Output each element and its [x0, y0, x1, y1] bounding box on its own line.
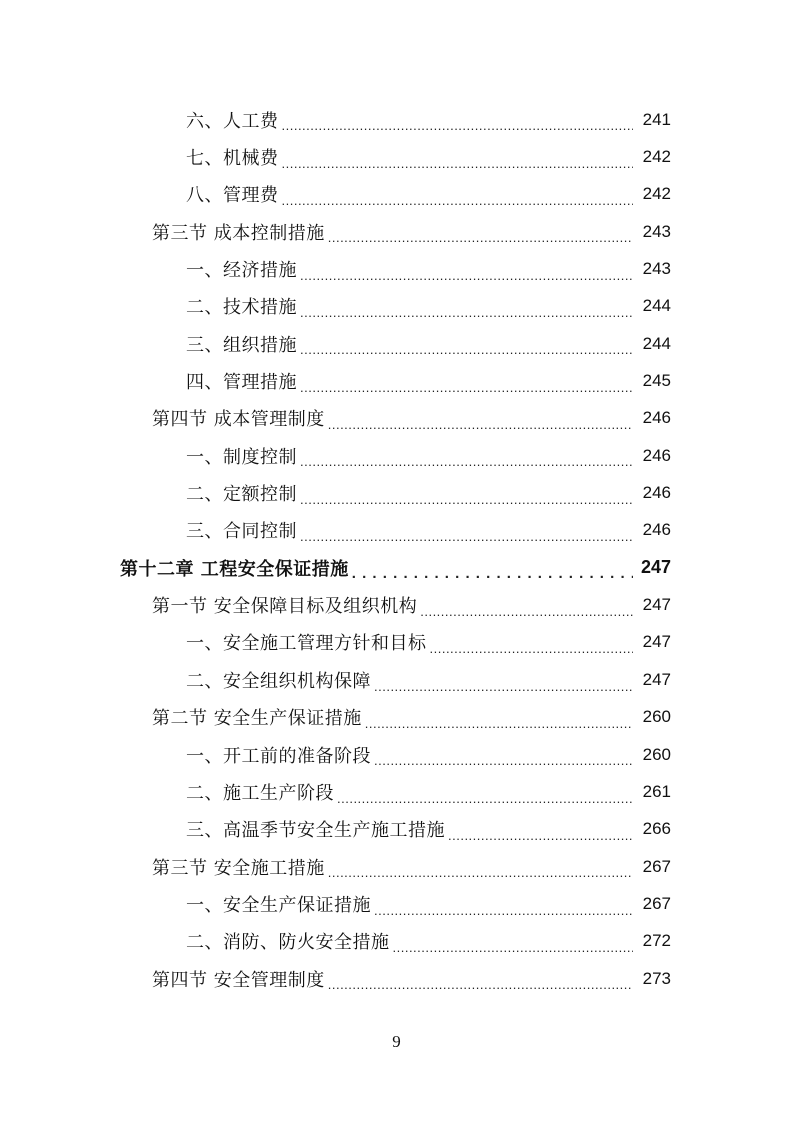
- toc-section-entry[interactable]: [0, 699, 793, 736]
- toc-entry[interactable]: [0, 288, 793, 325]
- dot-leader: [430, 637, 634, 661]
- toc-section-entry[interactable]: [0, 400, 793, 437]
- toc-entry-title: 一、经济措施: [186, 260, 297, 282]
- toc-entry[interactable]: [0, 736, 793, 773]
- dot-leader: [393, 936, 634, 960]
- toc-entry[interactable]: [0, 773, 793, 810]
- dot-leader: [300, 525, 633, 549]
- toc-entry[interactable]: [0, 101, 793, 138]
- dot-leader: [328, 413, 633, 437]
- toc-entry-title: 二、安全组织机构保障: [186, 670, 371, 692]
- toc-entry-page: 243: [642, 259, 671, 279]
- dot-leader: [300, 488, 633, 512]
- toc-entry-title: 六、人工费: [186, 110, 279, 132]
- dot-leader: [365, 712, 633, 736]
- toc-entry-title: 八、管理费: [186, 185, 279, 207]
- dot-leader: [300, 264, 633, 288]
- toc-section-entry[interactable]: [0, 213, 793, 250]
- toc-entry-page: 272: [642, 931, 671, 951]
- dot-leader: [328, 861, 633, 885]
- toc-entry-title: 三、组织措施: [186, 334, 297, 356]
- toc-entry-page: 266: [642, 819, 671, 839]
- toc-entry-page: 242: [642, 184, 671, 204]
- toc-entry-title: 第四节 安全管理制度: [152, 969, 325, 991]
- toc-entry[interactable]: [0, 811, 793, 848]
- dot-leader: [352, 562, 633, 586]
- toc-entry[interactable]: [0, 325, 793, 362]
- toc-entry-page: 247: [642, 669, 671, 689]
- dot-leader: [374, 899, 633, 923]
- toc-entry[interactable]: [0, 437, 793, 474]
- dot-leader: [328, 226, 633, 250]
- toc-entry-title: 四、管理措施: [186, 372, 297, 394]
- toc-entry-title: 第十二章 工程安全保证措施: [120, 558, 349, 580]
- toc-entry-title: 第三节 安全施工措施: [152, 857, 325, 879]
- toc-entry-page: 273: [642, 968, 671, 988]
- toc-entry-page: 247: [642, 595, 671, 615]
- dot-leader: [282, 114, 634, 138]
- toc-entry-page: 267: [642, 893, 671, 913]
- toc-entry-title: 第三节 成本控制措施: [152, 222, 325, 244]
- table-of-contents: [0, 101, 793, 997]
- toc-entry-page: 243: [642, 221, 671, 241]
- toc-entry-title: 第二节 安全生产保证措施: [152, 708, 362, 730]
- toc-entry-title: 二、消防、防火安全措施: [186, 932, 390, 954]
- toc-entry-title: 三、高温季节安全生产施工措施: [186, 820, 445, 842]
- toc-entry-page: 242: [642, 147, 671, 167]
- toc-entry[interactable]: [0, 885, 793, 922]
- page-number: 9: [392, 1032, 401, 1051]
- toc-section-entry[interactable]: [0, 848, 793, 885]
- toc-entry-title: 一、制度控制: [186, 446, 297, 468]
- toc-entry-title: 第四节 成本管理制度: [152, 409, 325, 431]
- dot-leader: [328, 973, 633, 997]
- toc-entry-page: 246: [642, 445, 671, 465]
- toc-entry[interactable]: [0, 661, 793, 698]
- dot-leader: [374, 749, 633, 773]
- toc-entry[interactable]: [0, 474, 793, 511]
- toc-entry-title: 三、合同控制: [186, 521, 297, 543]
- toc-entry-title: 一、安全施工管理方针和目标: [186, 633, 427, 655]
- toc-entry-page: 244: [642, 333, 671, 353]
- toc-entry[interactable]: [0, 923, 793, 960]
- dot-leader: [448, 824, 633, 848]
- toc-chapter-entry[interactable]: [0, 549, 793, 586]
- toc-entry-title: 一、开工前的准备阶段: [186, 745, 371, 767]
- toc-entry[interactable]: [0, 362, 793, 399]
- dot-leader: [300, 376, 633, 400]
- toc-section-entry[interactable]: [0, 960, 793, 997]
- toc-entry-title: 第一节 安全保障目标及组织机构: [152, 596, 418, 618]
- dot-leader: [337, 787, 633, 811]
- toc-entry-title: 七、机械费: [186, 148, 279, 170]
- toc-entry[interactable]: [0, 176, 793, 213]
- toc-entry-page: 260: [642, 707, 671, 727]
- toc-entry-page: 247: [642, 632, 671, 652]
- toc-entry[interactable]: [0, 250, 793, 287]
- toc-entry-page: 267: [642, 856, 671, 876]
- toc-entry-page: 260: [642, 744, 671, 764]
- toc-entry-page: 244: [642, 296, 671, 316]
- toc-entry-page: 246: [642, 483, 671, 503]
- toc-section-entry[interactable]: [0, 586, 793, 623]
- toc-entry-page: 246: [642, 408, 671, 428]
- toc-entry-page: 245: [642, 371, 671, 391]
- toc-entry[interactable]: [0, 512, 793, 549]
- toc-entry-page: 241: [642, 109, 671, 129]
- toc-entry-title: 二、定额控制: [186, 484, 297, 506]
- toc-entry-page: 247: [640, 557, 671, 578]
- dot-leader: [420, 600, 633, 624]
- toc-entry-title: 一、安全生产保证措施: [186, 894, 371, 916]
- toc-entry-title: 二、技术措施: [186, 297, 297, 319]
- toc-entry-page: 246: [642, 520, 671, 540]
- dot-leader: [300, 338, 633, 362]
- toc-entry-title: 二、施工生产阶段: [186, 782, 334, 804]
- toc-entry[interactable]: [0, 138, 793, 175]
- toc-entry[interactable]: [0, 624, 793, 661]
- dot-leader: [374, 675, 633, 699]
- dot-leader: [300, 450, 633, 474]
- toc-entry-page: 261: [642, 781, 671, 801]
- dot-leader: [282, 189, 634, 213]
- dot-leader: [300, 301, 633, 325]
- dot-leader: [282, 152, 634, 176]
